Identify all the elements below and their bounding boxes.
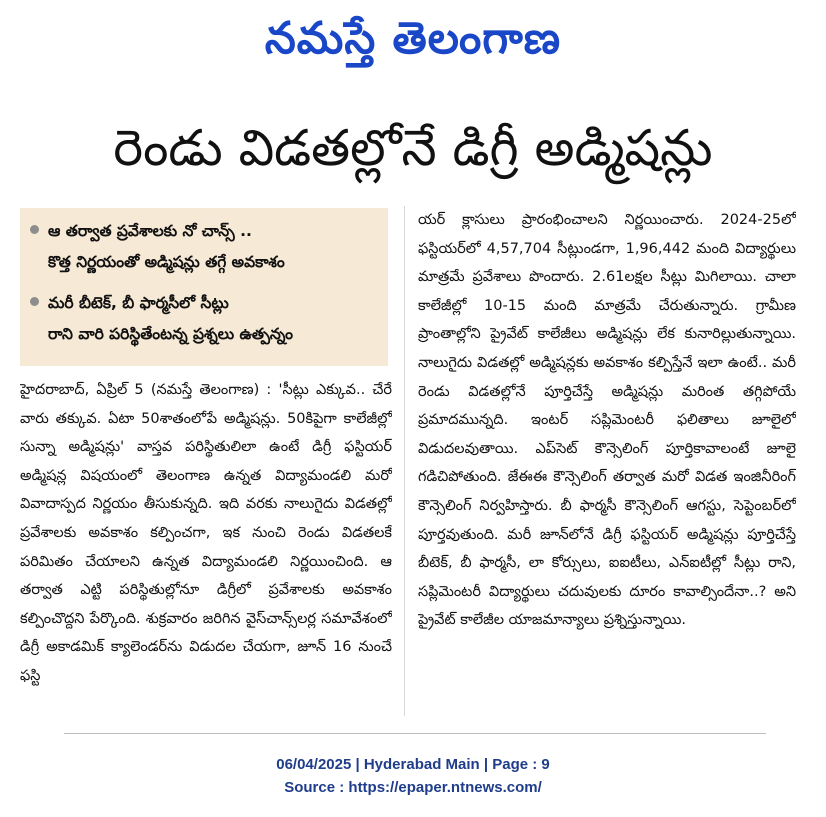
footer-meta: 06/04/2025 | Hyderabad Main | Page : 9 <box>276 756 550 773</box>
highlight-line: రాని వారి పరిస్థితేంటన్న ప్రశ్నలు ఉత్పన్నం <box>48 325 294 343</box>
article-text-left: హైదరాబాద్, ఏప్రిల్ 5 (నమస్తే తెలంగాణ) : 'సీట్లు ఎక్కువ.. చేరే వారు తక్కువ. ఏటా 50శాతంలోపే అడ్మిషన్లు. 50కిపైగా కాలేజీల్లో సున్నా అడ్మిషన్లు' వాస్తవ పరిస్థితులిలా ఉంటే డిగ్రీ ఫస్టియర్ అడ్మిషన్ల విషయంలో తెలంగాణ ఉన్నత విద్యామండలి మరో వివాదాస్పద నిర్ణయం తీసుకున్నది. ఇది వరకు నాలుగైదు విడతల్లో ప్రవేశాలకు అవకాశం కల్పించగా, ఇక నుంచి రెండు విడతలకే పరిమితం చేయాలని ఉన్నత విద్యామండలి నిర్ణయించింది. ఆ తర్వాత ఎట్టి పరిస్థితుల్లోనూ డిగ్రీలో ప్రవేశాలకు అవకాశం కల్పించొద్దని పేర్కొంది. శుక్రవారం జరిగిన వైస్‌చాన్స్‌లర్ల సమావేశంలో డిగ్రీ అకాడమిక్ క్యాలెండర్‌ను విడుదల చేయగా, జూన్ 16 నుంచే ఫస్టి <box>20 382 392 684</box>
footer-rule <box>64 733 766 734</box>
article-column-left <box>20 376 392 716</box>
newspaper-masthead: నమస్తే తెలంగాణ <box>264 13 562 64</box>
highlight-item <box>30 288 382 350</box>
column-divider <box>404 206 405 716</box>
article-text-right: యర్ క్లాసులు ప్రారంభించాలని నిర్ణయించారు. 2024-25లో ఫస్టియర్‌లో 4,57,704 సీట్లుండగా, 1,96,442 మంది విద్యార్థులు మాత్రమే ప్రవేశాలు పొందారు. 2.61లక్షల సీట్లు మిగిలాయి. చాలా కాలేజీల్లో 10-15 మంది మాత్రమే చేరుతున్నారు. గ్రామీణ ప్రాంతాల్లోని ప్రైవేట్ కాలేజీలు అడ్మిషన్లు లేక కునారిల్లుతున్నాయి. నాలుగైదు విడతల్లో అడ్మిషన్లకు అవకాశం కల్పిస్తేనే ఇలా ఉంటే.. మరీ రెండు విడతల్లోనే పూర్తిచేస్తే అడ్మిషన్లు మరింత తగ్గిపోయే ప్రమాదమున్నది. ఇంటర్ సప్లిమెంటరీ ఫలితాలు జూలైలో విడుదలవుతాయి. ఎప్‌సెట్ కౌన్సెలింగ్ పూర్తికావాలంటే జూలై గడిచిపోతుంది. జేఈఈ కౌన్సెలింగ్ తర్వాత మరో విడత ఇంజినీరింగ్ కౌన్సెలింగ్ నిర్వహిస్తారు. బీ ఫార్మసీ కౌన్సెలింగ్ ఆగస్టు, సెప్టెంబర్‌లో పూర్తవుతుంది. మరీ జూన్‌లోనే డిగ్రీ ఫస్టియర్ అడ్మిషన్లు పూర్తిచేస్తే బీటెక్, బీ ఫార్మసీ, లా కోర్సులు, ఐఐటీలు, ఎన్‌ఐటీల్లో సీట్లు రాని, సప్లిమెంటరీ విద్యార్థులు చదువులకు దూరం కావాల్సిందేనా..? అని ప్రైవేట్ కాలేజీల యాజమాన్యాలు ప్రశ్నిస్తున్నాయి. <box>418 212 796 629</box>
article-column-right <box>418 206 796 716</box>
highlight-line: మరీ బీటెక్, బీ ఫార్మసీలో సీట్లు <box>48 294 229 312</box>
bullet-icon <box>30 225 39 234</box>
highlights-box <box>20 208 388 366</box>
bullet-icon <box>30 297 39 306</box>
highlight-item <box>30 216 382 278</box>
highlight-line: కొత్త నిర్ణయంతో అడ్మిషన్లు తగ్గే అవకాశం <box>48 253 285 271</box>
footer-source: Source : https://epaper.ntnews.com/ <box>284 779 542 796</box>
article-headline: రెండు విడతల్లోనే డిగ్రీ అడ్మిషన్లు <box>113 119 713 177</box>
highlight-line: ఆ తర్వాత ప్రవేశాలకు నో చాన్స్ .. <box>48 222 252 240</box>
